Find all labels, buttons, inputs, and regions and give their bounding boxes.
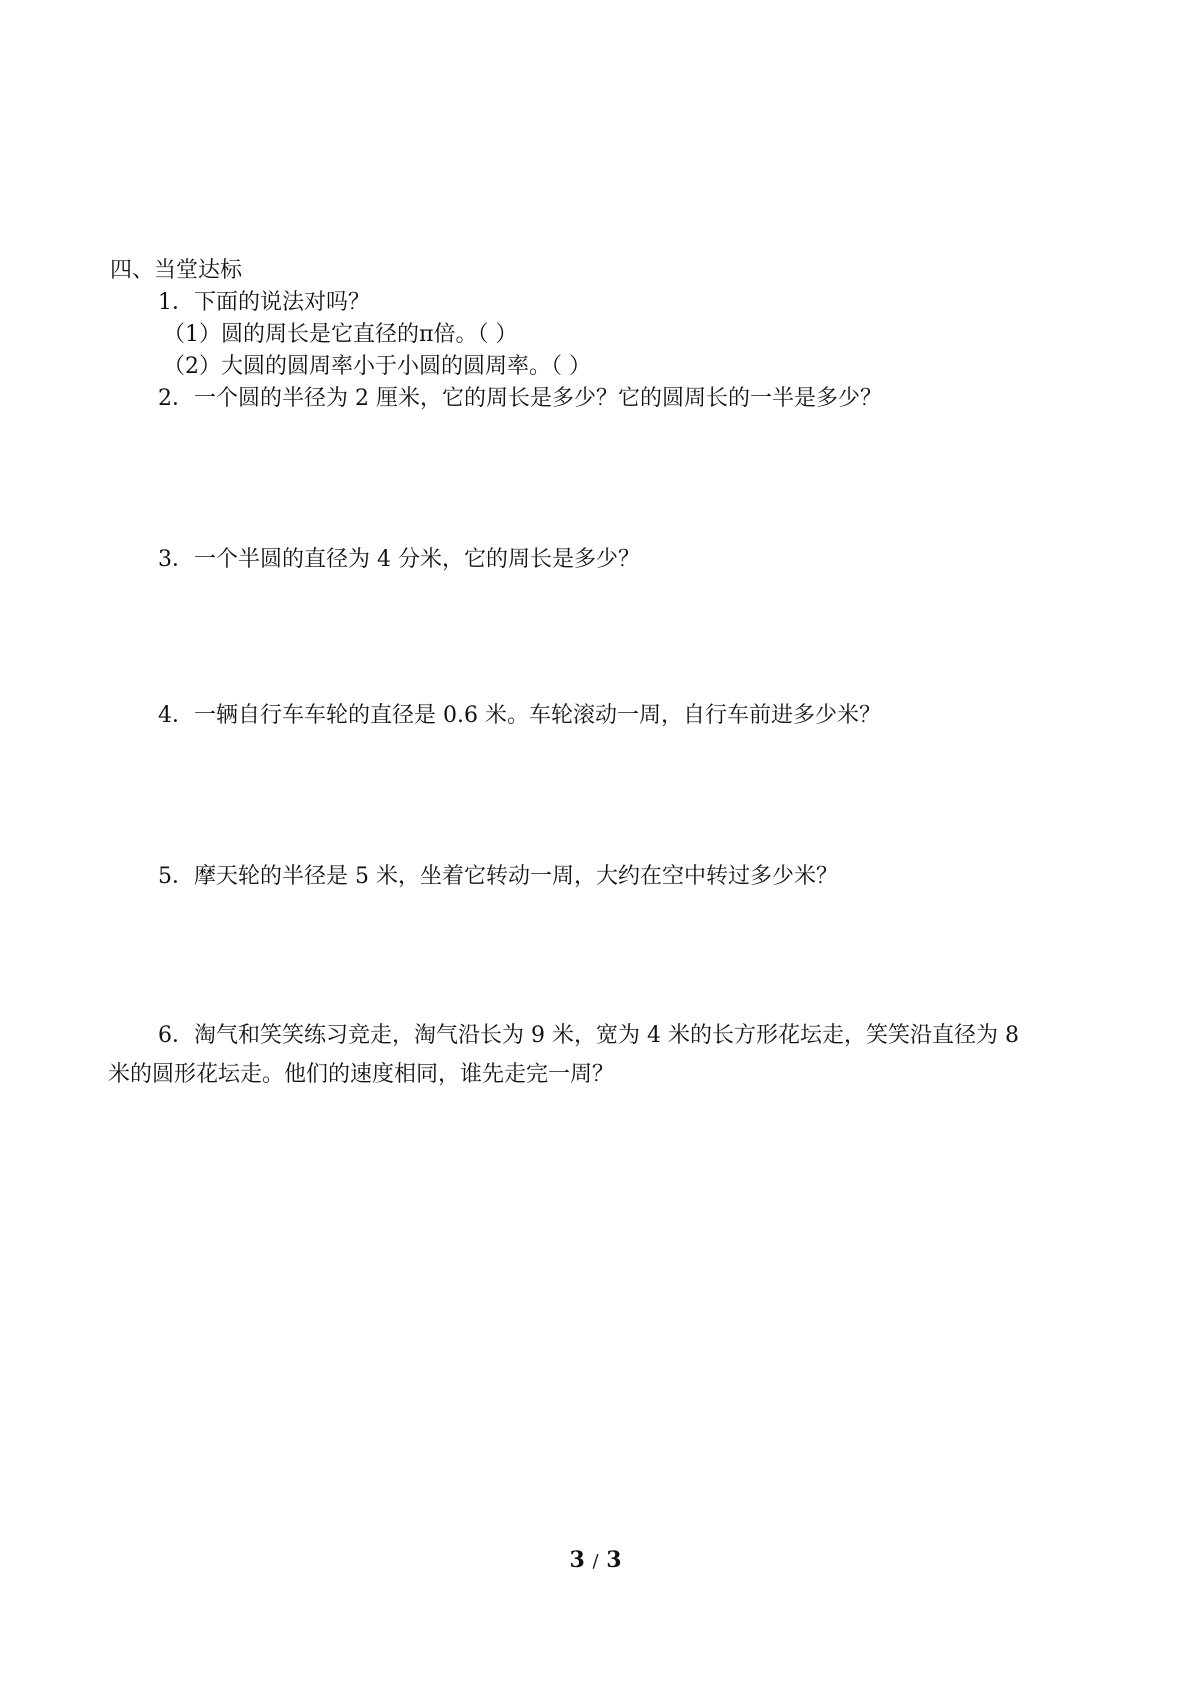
question-1-item-2: （2）大圆的圆周率小于小圆的圆周率。（ ） bbox=[163, 354, 591, 379]
section-title: 四、当堂达标 bbox=[110, 258, 243, 283]
question-6-line-2: 米的圆形花坛走。他们的速度相同，谁先走完一周？ bbox=[108, 1062, 615, 1087]
page-current: 3 bbox=[569, 1547, 585, 1573]
question-6-line-1: 6．淘气和笑笑练习竞走，淘气沿长为 9 米，宽为 4 米的长方形花坛走，笑笑沿直径为 8 bbox=[158, 1023, 1019, 1048]
page-total: 3 bbox=[606, 1547, 622, 1573]
page-number bbox=[0, 1546, 1191, 1576]
question-5: 5．摩天轮的半径是 5 米，坐着它转动一周，大约在空中转过多少米？ bbox=[158, 864, 838, 889]
question-2: 2．一个圆的半径为 2 厘米，它的周长是多少？它的圆周长的一半是多少？ bbox=[158, 386, 882, 411]
question-1-item-1: （1）圆的周长是它直径的π倍。（ ） bbox=[163, 322, 518, 347]
question-1: 1．下面的说法对吗？ bbox=[158, 290, 370, 315]
page-separator: / bbox=[592, 1551, 599, 1572]
question-4: 4．一辆自行车车轮的直径是 0.6 米。车轮滚动一周，自行车前进多少米？ bbox=[158, 703, 881, 728]
question-3: 3．一个半圆的直径为 4 分米，它的周长是多少？ bbox=[158, 547, 640, 572]
